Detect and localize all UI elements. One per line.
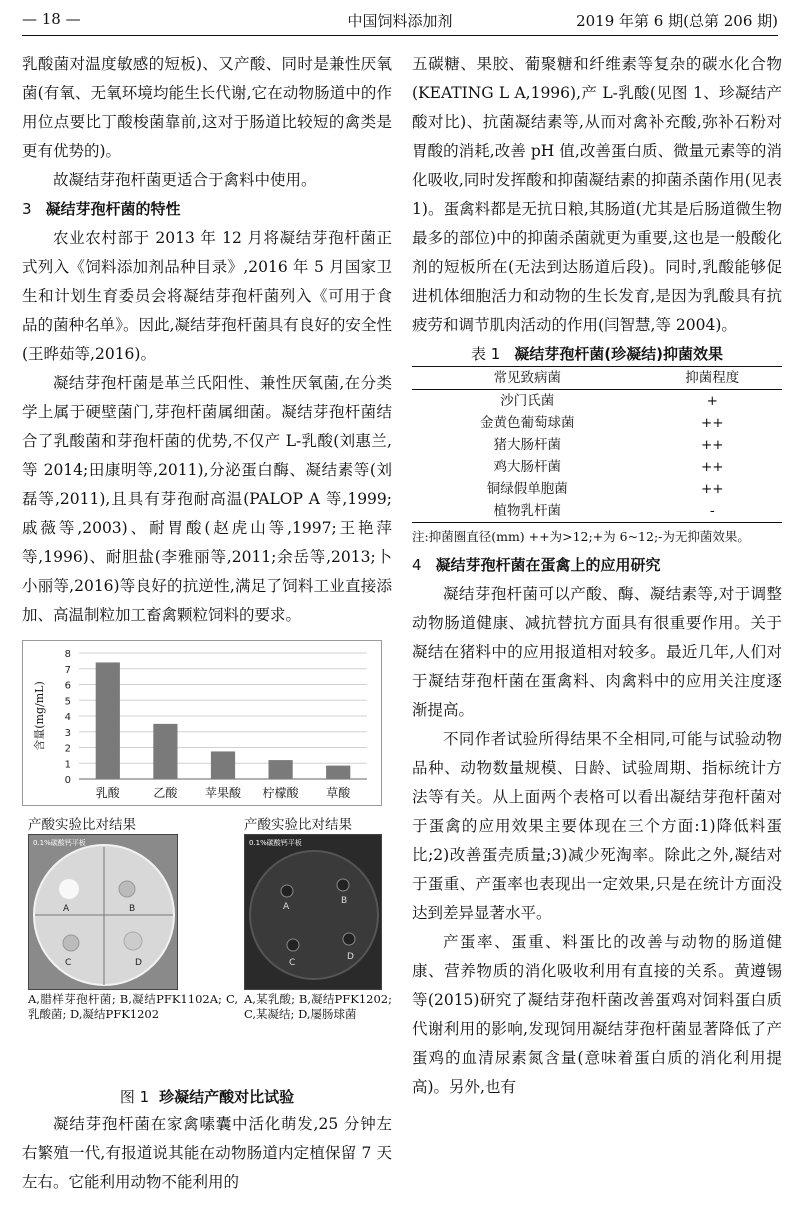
x-tick-label: 草酸 (326, 786, 351, 800)
paragraph: 产蛋率、蛋重、料蛋比的改善与动物的肠道健康、营养物质的消化吸收利用有直接的关系。黄遵锡等(2015)研究了凝结芽孢杆菌改善蛋鸡对饲料蛋白质代谢利用的影响,发现饲用凝结芽孢杆菌显著降低了产蛋鸡的血清尿素氮含量(意味着蛋白质的消化利用提高)。另外,也有 (412, 933, 782, 1096)
table-row: 猪大肠杆菌 ++ (493, 437, 724, 453)
bar (269, 760, 293, 779)
plate-figures (22, 816, 392, 1078)
svg-text:D: D (347, 952, 354, 962)
y-tick-label: 1 (64, 759, 71, 771)
svg-text:B: B (129, 904, 136, 914)
plate-group-1 (28, 816, 238, 1022)
culture-plate-icon (29, 835, 179, 991)
page-number: — 18 — (22, 10, 81, 28)
y-axis-label: 含量(mg/mL) (33, 681, 46, 751)
svg-text:C: C (65, 958, 72, 968)
culture-plate-icon (245, 835, 383, 991)
plate-image-1 (28, 834, 178, 990)
svg-text:C: C (289, 958, 296, 968)
table-row: 沙门氏菌 + (500, 393, 718, 409)
y-tick-label: 7 (64, 664, 71, 676)
paragraph: 五碳糖、果胶、葡聚糖和纤维素等复杂的碳水化合物(KEATING L A,1996),产 L-乳酸(见图 1、珍凝结产酸对比)、抗菌凝结素等,从而对禽补充酸,弥补石粉对胃酸的消耗,改善 pH 值,改善蛋白质、微量元素等的消化吸收,同时发挥酸和抑菌凝结素的抑菌杀菌作用(见表 1)。蛋禽料都是无抗日粮,其肠道(尤其是后肠道微生物最多的部位)中的抑菌杀菌就更为重要,这也是一般酸化剂的短板所在(无法到达肠道后段)。同时,乳酸能够促进机体细胞活力和动物的生长发育,是因为乳酸具有抗疲劳和调节肌肉活动的作用(闫智慧,等 2004)。 (412, 55, 782, 334)
plate-caption-2: A,某乳酸; B,凝结PFK1202; C,某凝结; D,屡肠球菌 (244, 992, 392, 1021)
paragraph: 农业农村部于 2013 年 12 月将凝结芽孢杆菌正式列入《饲料添加剂品种目录》,2016 年 5 月国家卫生和计划生育委员会将凝结芽孢杆菌列入《可用于食品的菌种名单》。因此,凝结芽孢杆菌具有良好的安全性(王晔茹等,2016)。 (22, 229, 392, 363)
plate-group-2 (244, 816, 392, 1022)
figure-caption: 图 1 珍凝结产酸对比试验 (119, 1088, 295, 1106)
antibacterial-table (412, 366, 782, 523)
right-column (412, 50, 782, 1102)
bar (326, 766, 350, 779)
bar-chart-svg (23, 641, 381, 805)
y-tick-label: 4 (64, 712, 71, 723)
plate-caption-1: A,腊样芽孢杆菌; B,凝结PFK1102A; C,乳酸菌; D,凝结PFK1202 (28, 992, 238, 1021)
svg-text:A: A (283, 902, 290, 912)
x-tick-label: 柠檬酸 (262, 786, 299, 800)
svg-text:B: B (341, 896, 348, 906)
paragraph: 乳酸菌对温度敏感的短板)、又产酸、同时是兼性厌氧菌(有氧、无氧环境均能生长代谢,它在动物肠道中的作用位点要比丁酸梭菌靠前,这对于肠道比较短的禽类是更有优势的)。 (22, 55, 392, 160)
table-header: 抑菌程度 (685, 370, 740, 386)
bar (153, 724, 177, 779)
paragraph: 故凝结芽孢杆菌更适合于禽料中使用。 (53, 171, 317, 189)
paragraph: 凝结芽孢杆菌是革兰氏阳性、兼性厌氧菌,在分类学上属于硬壁菌门,芽孢杆菌属细菌。凝结芽孢杆菌结合了乳酸菌和芽孢杆菌的优势,不仅产 L-乳酸(刘惠兰, 等 2014;田康明等,2011),分泌蛋白酶、凝结素等(刘磊等,2011),且具有芽孢耐高温(PALOP A 等,1999;戚薇等,2003)、耐胃酸(赵虎山等,1997;王艳萍等,1996)、耐胆盐(李雅丽等,2011;余岳等,2013;卜小丽等,2016)等良好的抗逆性,满足了饲料工业直接添加、高温制粒加工畜禽颗粒饲料的要求。 (22, 374, 392, 624)
table-title: 表 1 凝结芽孢杆菌(珍凝结)抑菌效果 (470, 345, 724, 363)
section-heading-3: 3 凝结芽孢杆菌的特性 (22, 200, 181, 218)
x-tick-label: 乳酸 (95, 786, 120, 800)
x-tick-label: 乙酸 (153, 786, 178, 800)
bar (96, 662, 120, 779)
plate-title: 产酸实验比对结果 (244, 817, 352, 833)
svg-text:0.1%碳酸钙平板: 0.1%碳酸钙平板 (249, 839, 302, 847)
y-tick-label: 2 (64, 743, 71, 755)
table-row: 鸡大肠杆菌 ++ (493, 459, 724, 475)
acid-content-chart (22, 640, 382, 806)
page-header (22, 10, 778, 36)
paragraph: 凝结芽孢杆菌在家禽嗉囊中活化萌发,25 分钟左右繁殖一代,有报道说其能在动物肠道内定植保留 7 天左右。它能利用动物不能利用的 (22, 1115, 392, 1191)
table-row: 铜绿假单胞菌 ++ (486, 481, 724, 497)
table-row: 植物乳杆菌 - (412, 500, 782, 523)
y-tick-label: 6 (64, 680, 71, 692)
y-tick-label: 8 (64, 649, 71, 660)
journal-name: 中国饲料添加剂 (347, 12, 453, 30)
table-header-row (412, 367, 782, 390)
svg-text:D: D (135, 958, 142, 968)
y-tick-label: 3 (64, 727, 71, 739)
paragraph: 凝结芽孢杆菌可以产酸、酶、凝结素等,对于调整动物肠道健康、减抗替抗方面具有很重要作用。关于凝结在猪料中的应用报道相对较多。最近几年,人们对于凝结芽孢杆菌在蛋禽料、肉禽料中的应用关注度逐渐提高。 (412, 585, 782, 719)
y-tick-label: 5 (64, 696, 71, 708)
table-note: 注:抑菌圈直径(mm) ++为>12;+为 6~12;-为无抑菌效果。 (412, 529, 750, 544)
svg-text:0.1%碳酸钙平板: 0.1%碳酸钙平板 (33, 839, 86, 847)
plate-title: 产酸实验比对结果 (28, 817, 136, 833)
issue-info: 2019 年第 6 期(总第 206 期) (576, 12, 778, 30)
plate-image-2 (244, 834, 382, 990)
table-row: 金黄色葡萄球菌 ++ (480, 415, 724, 431)
svg-text:A: A (63, 904, 70, 914)
x-tick-label: 苹果酸 (204, 786, 242, 800)
table-header: 常见致病菌 (493, 370, 562, 386)
left-column (22, 50, 392, 1197)
paragraph: 不同作者试验所得结果不全相同,可能与试验动物品种、动物数量规模、日龄、试验周期、指标统计方法等有关。从上面两个表格可以看出凝结芽孢杆菌对于蛋禽的应用效果主要体现在三个方面:1)降低料蛋比;2)改善蛋壳质量;3)减少死淘率。除此之外,凝结对于蛋重、产蛋率也表现出一定效果,只是在统计方面没达到差异显著水平。 (412, 730, 782, 922)
bar (211, 751, 235, 779)
y-tick-label: 0 (64, 775, 71, 786)
section-heading-4: 4 凝结芽孢杆菌在蛋禽上的应用研究 (412, 556, 661, 574)
